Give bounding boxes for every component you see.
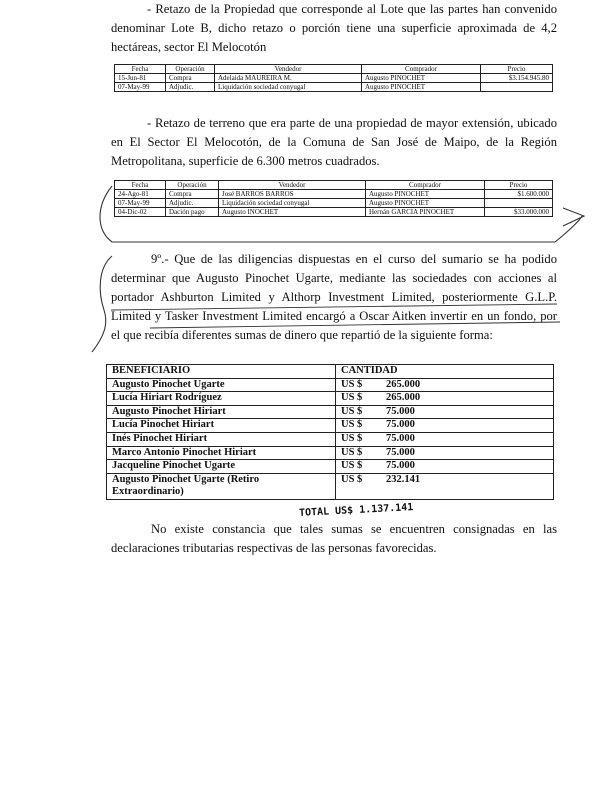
header-beneficiario: BENEFICIARIO	[107, 365, 336, 379]
cell-cantidad: 265.000	[372, 392, 554, 406]
cell-precio: $33.000.000	[485, 208, 553, 217]
cell-beneficiario: Marco Antonio Pinochet Hiriart	[107, 446, 336, 460]
cell-currency: US $	[336, 473, 373, 499]
cell-vendedor: José BARROS BARROS	[219, 190, 366, 199]
cell-fecha: 07-May-99	[115, 199, 166, 208]
cell-precio: $3.154.945.80	[481, 74, 553, 83]
cell-comprador: Augusto PINOCHET	[362, 83, 481, 92]
header-precio: Precio	[485, 181, 553, 190]
handwritten-total: TOTAL US$ 1.137.141	[298, 502, 414, 519]
header-precio: Precio	[481, 65, 553, 74]
cell-operacion: Dación pago	[166, 208, 219, 217]
cell-beneficiario: Jacqueline Pinochet Ugarte	[107, 460, 336, 474]
cell-comprador: Augusto PINOCHET	[366, 190, 485, 199]
cell-vendedor: Liquidación sociedad conyugal	[219, 199, 366, 208]
cell-cantidad: 75.000	[372, 446, 554, 460]
header-comprador: Comprador	[362, 65, 481, 74]
paragraph-melocoton: - Retazo de terreno que era parte de una propiedad de mayor extensión, ubicado en El Sector El Melocotón, de la Comuna de San José de Maipo, de la Región Metropolitana, superficie de 6.300 metros cuadrados.	[111, 116, 557, 168]
cell-beneficiario: Augusto Pinochet Hiriart	[107, 405, 336, 419]
cell-currency: US $	[336, 419, 373, 433]
cell-beneficiario: Lucía Pinochet Hiriart	[107, 419, 336, 433]
header-operacion: Operación	[166, 65, 215, 74]
cell-vendedor: Augusto INOCHET	[219, 208, 366, 217]
paragraph-lote-b: - Retazo de la Propiedad que corresponde al Lote que las partes han convenido denominar Lote B, dicho retazo o porción tiene una superficie aproximada de 4,2 hectáreas, sector El Melocotón	[111, 2, 557, 54]
header-comprador: Comprador	[366, 181, 485, 190]
cell-cantidad: 232.141	[372, 473, 554, 499]
cell-beneficiario: Augusto Pinochet Ugarte	[107, 378, 336, 392]
cell-cantidad: 75.000	[372, 405, 554, 419]
header-vendedor: Vendedor	[215, 65, 362, 74]
cell-fecha: 07-May-99	[115, 83, 166, 92]
cell-comprador: Augusto PINOCHET	[366, 199, 485, 208]
cell-cantidad: 75.000	[372, 460, 554, 474]
header-fecha: Fecha	[115, 181, 166, 190]
cell-currency: US $	[336, 460, 373, 474]
paragraph-no-constancia: No existe constancia que tales sumas se encuentren consignadas en las declaraciones tributarias respectivas de las personas favorecidas.	[111, 522, 557, 555]
header-vendedor: Vendedor	[219, 181, 366, 190]
cell-currency: US $	[336, 405, 373, 419]
cell-operacion: Adjudic.	[166, 199, 219, 208]
cell-fecha: 15-Jun-81	[115, 74, 166, 83]
cell-fecha: 04-Dic-02	[115, 208, 166, 217]
cell-operacion: Compra	[166, 74, 215, 83]
paragraph-9: 9º.- Que de las diligencias dispuestas en el curso del sumario se ha podido determinar que Augusto Pinochet Ugarte, mediante las sociedades con acciones al portador Ashburton Limited y Althorp Investment Limited, posteriormente G.L.P. Limited y Tasker Investment Limited encargó a Oscar Aitken invertir en un fondo, por el que recibía diferentes sumas de dinero que repartió de la siguiente forma:	[111, 252, 557, 342]
header-cantidad: CANTIDAD	[336, 365, 554, 379]
cell-cantidad: 75.000	[372, 432, 554, 446]
cell-currency: US $	[336, 446, 373, 460]
cell-comprador: Hernán GARCIA PINOCHET	[366, 208, 485, 217]
cell-fecha: 24-Ago-81	[115, 190, 166, 199]
cell-operacion: Compra	[166, 190, 219, 199]
cell-operacion: Adjudic.	[166, 83, 215, 92]
cell-beneficiario: Augusto Pinochet Ugarte (Retiro Extraordinario)	[107, 473, 336, 499]
header-fecha: Fecha	[115, 65, 166, 74]
cell-cantidad: 265.000	[372, 378, 554, 392]
cell-precio: $1.600.000	[485, 190, 553, 199]
cell-vendedor: Liquidación sociedad conyugal	[215, 83, 362, 92]
cell-beneficiario: Inés Pinochet Hiriart	[107, 432, 336, 446]
cell-cantidad: 75.000	[372, 419, 554, 433]
cell-currency: US $	[336, 392, 373, 406]
header-operacion: Operación	[166, 181, 219, 190]
cell-currency: US $	[336, 378, 373, 392]
cell-comprador: Augusto PINOCHET	[362, 74, 481, 83]
cell-beneficiario: Lucía Hiriart Rodríguez	[107, 392, 336, 406]
cell-vendedor: Adelaida MAUREIRA M.	[215, 74, 362, 83]
cell-currency: US $	[336, 432, 373, 446]
